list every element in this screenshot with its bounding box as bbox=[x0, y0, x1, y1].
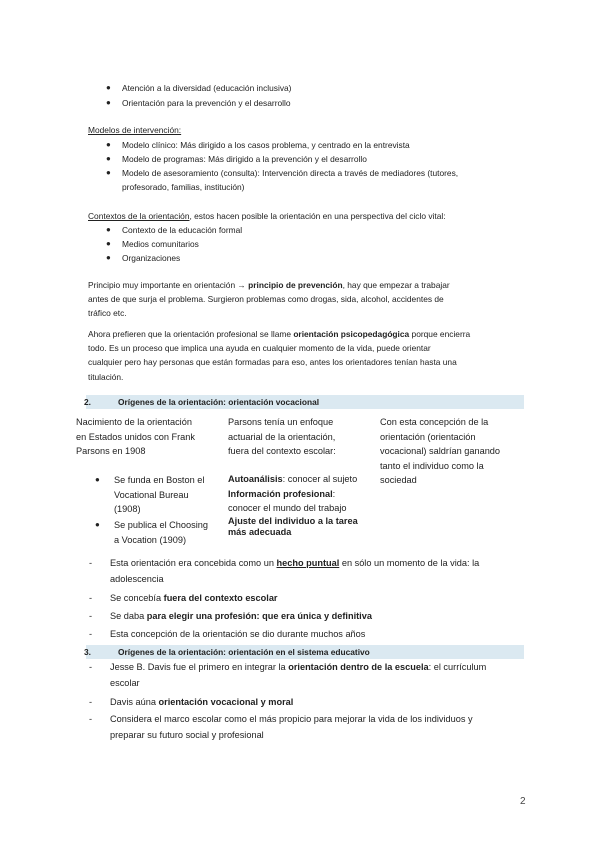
bullet-icon: ● bbox=[106, 168, 111, 177]
modelo-item: Modelo clínico: Más dirigido a los casos problema, y centrado en la entrevista bbox=[122, 140, 410, 150]
column-3: Con esta concepción de la orientación (orientación vocacional) saldrían ganando tanto el individuo como la sociedad bbox=[380, 417, 501, 485]
modelo-item: Modelo de asesoramiento (consulta): Intervención directa a través de mediadores (tutores, profesorado, familias, institución) bbox=[122, 168, 459, 193]
bullet-icon: ● bbox=[106, 98, 111, 107]
bullet-item: Atención a la diversidad (educación inclusiva) bbox=[122, 83, 292, 93]
bullet-icon: ● bbox=[106, 140, 111, 149]
dash-marker: - bbox=[89, 611, 93, 621]
principio-paragraph: Principio muy importante en orientación → principio de prevención, hay que empezar a trabajar antes de que surja el problema. Surgieron problemas como drogas, sida, alcohol, accidentes de tráfico etc. bbox=[88, 280, 450, 319]
dash-marker: - bbox=[89, 629, 93, 639]
ahora-paragraph: Ahora prefieren que la orientación profesional se llame orientación psicopedagógica porque encierra todo. Es un proceso que implica una ayuda en cualquier momento de la vida, puede orientar cualquier pero hay personas que están formadas para eso, antes los orientadores tenían hasta una titulación. bbox=[88, 329, 471, 382]
dash-item: Jesse B. Davis fue el primero en integrar la orientación dentro de la escuela: el currículum escolar bbox=[110, 662, 487, 688]
contexto-item: Contexto de la educación formal bbox=[122, 225, 243, 235]
dash-item: Se concebía fuera del contexto escolar bbox=[110, 593, 278, 603]
dash-marker: - bbox=[89, 714, 93, 724]
modelos-title: Modelos de intervención: bbox=[88, 125, 182, 135]
bullet-icon: ● bbox=[95, 520, 100, 529]
section-3-heading: 3. Orígenes de la orientación: orientación en el sistema educativo bbox=[86, 645, 524, 659]
dash-marker: - bbox=[89, 697, 93, 707]
contexto-item: Medios comunitarios bbox=[122, 239, 199, 249]
dash-marker: - bbox=[89, 662, 93, 672]
contexto-item: Organizaciones bbox=[122, 253, 181, 263]
dash-marker: - bbox=[89, 558, 93, 568]
column-2-ajuste: Ajuste del individuo a la tarea más adecuada bbox=[228, 516, 358, 537]
bullet-icon: ● bbox=[106, 154, 111, 163]
page-number: 2 bbox=[520, 796, 526, 807]
dash-item: Davis aúna orientación vocacional y moral bbox=[110, 697, 294, 707]
column-1-bullet: Se funda en Boston el Vocational Bureau (1908) bbox=[114, 475, 205, 514]
dash-marker: - bbox=[89, 593, 93, 603]
bullet-item: Orientación para la prevención y el desarrollo bbox=[122, 98, 291, 108]
dash-item: Se daba para elegir una profesión: que era única y definitiva bbox=[110, 611, 372, 621]
modelo-item: Modelo de programas: Más dirigido a la prevención y el desarrollo bbox=[122, 154, 367, 164]
column-2-items: Autoanálisis: conocer al sujeto Información profesional: conocer el mundo del trabajo bbox=[228, 474, 358, 513]
contextos-intro: Contextos de la orientación, estos hacen posible la orientación en una perspectiva del ciclo vital: bbox=[88, 211, 446, 221]
bullet-icon: ● bbox=[106, 225, 111, 234]
bullet-icon: ● bbox=[106, 239, 111, 248]
column-1-bullet: Se publica el Choosing a Vocation (1909) bbox=[114, 520, 208, 545]
bullet-icon: ● bbox=[106, 83, 111, 92]
dash-item: Esta concepción de la orientación se dio durante muchos años bbox=[110, 629, 366, 639]
bullet-icon: ● bbox=[106, 253, 111, 262]
bullet-icon: ● bbox=[95, 475, 100, 484]
column-1: Nacimiento de la orientación en Estados unidos con Frank Parsons en 1908 bbox=[76, 417, 195, 456]
dash-item: Esta orientación era concebida como un hecho puntual en sólo un momento de la vida: la adolescencia bbox=[110, 558, 480, 584]
section-2-heading: 2. Orígenes de la orientación: orientación vocacional bbox=[86, 395, 524, 409]
dash-item: Considera el marco escolar como el más propicio para mejorar la vida de los individuos y preparar su futuro social y profesional bbox=[110, 714, 473, 740]
column-2: Parsons tenía un enfoque actuarial de la orientación, fuera del contexto escolar: bbox=[228, 417, 336, 456]
